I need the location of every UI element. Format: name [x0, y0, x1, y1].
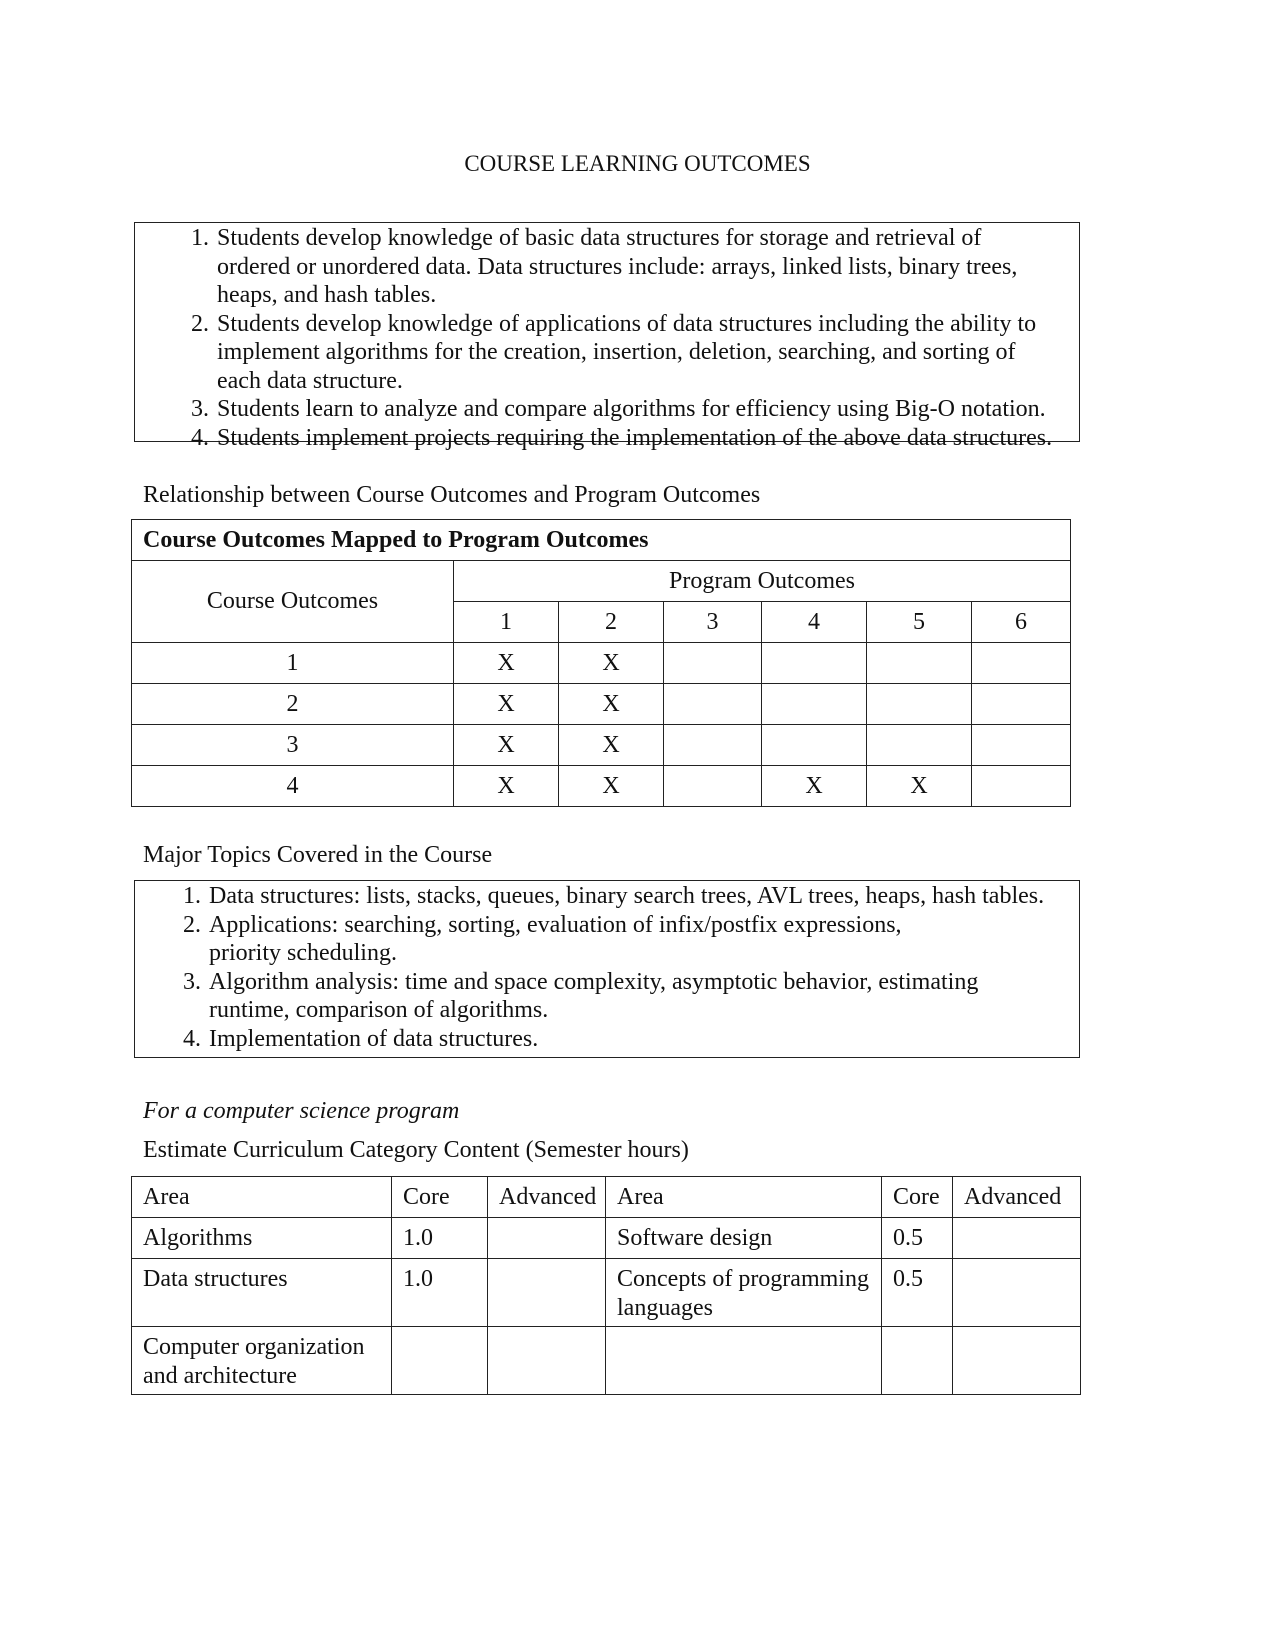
- list-number: 4.: [183, 1025, 201, 1052]
- mark-cell: X: [762, 766, 867, 807]
- column-header: Area: [132, 1177, 392, 1218]
- table-row: [132, 1177, 1081, 1218]
- outcomes-box: [134, 222, 1080, 451]
- program-column-header: 1: [454, 602, 559, 643]
- table-cell: Algorithms: [132, 1218, 392, 1259]
- table-cell: 1.0: [392, 1218, 488, 1259]
- program-column-header: 6: [972, 602, 1071, 643]
- list-item: [183, 882, 1059, 911]
- table-row: [132, 1218, 1081, 1259]
- list-number: 3.: [191, 396, 209, 422]
- program-column-header: 5: [867, 602, 972, 643]
- table-cell: Computer organization and architecture: [132, 1327, 392, 1395]
- outcome-cell: 2: [132, 684, 454, 725]
- list-number: 2.: [183, 911, 201, 938]
- mark-cell: [867, 643, 972, 684]
- list-number: 1.: [183, 883, 201, 909]
- list-number: 4.: [191, 424, 209, 451]
- mark-cell: [664, 725, 762, 766]
- column-header: Area: [606, 1177, 882, 1218]
- mark-cell: [762, 684, 867, 725]
- mark-cell: [664, 684, 762, 725]
- mark-cell: [762, 725, 867, 766]
- mark-cell: X: [559, 725, 664, 766]
- list-text: Students develop knowledge of basic data structures for storage and retrieval of ordered or unordered data. Data structures include: arrays, linked lists, binary trees, heaps, and hash tables.: [217, 225, 1018, 308]
- table-cell: [488, 1218, 606, 1259]
- cs-program-label: For a computer science program: [143, 1098, 460, 1124]
- table-cell: [953, 1327, 1081, 1395]
- list-item: [183, 1025, 1059, 1054]
- list-text: Algorithm analysis: time and space complexity, asymptotic behavior, estimating runtime, comparison of algorithms.: [209, 968, 979, 1023]
- mark-cell: [972, 643, 1071, 684]
- table-cell: [488, 1259, 606, 1327]
- table-cell: Software design: [606, 1218, 882, 1259]
- curriculum-label: Estimate Curriculum Category Content (Semester hours): [143, 1137, 689, 1163]
- list-item: [183, 968, 1059, 1025]
- column-header: Core: [392, 1177, 488, 1218]
- list-text: Students develop knowledge of applications of data structures including the ability to implement algorithms for the creation, insertion, deletion, searching, and sorting of each data structure.: [217, 310, 1037, 394]
- table-cell: 0.5: [882, 1218, 953, 1259]
- list-text: Data structures: lists, stacks, queues, binary search trees, AVL trees, heaps, hash tables.: [209, 883, 1045, 909]
- list-text: Students learn to analyze and compare algorithms for efficiency using Big-O notation.: [217, 396, 1046, 422]
- program-column-header: 4: [762, 602, 867, 643]
- relationship-label: Relationship between Course Outcomes and Program Outcomes: [143, 482, 761, 508]
- mark-cell: X: [454, 684, 559, 725]
- mark-cell: X: [867, 766, 972, 807]
- topics-label: Major Topics Covered in the Course: [143, 842, 493, 868]
- mark-cell: X: [454, 643, 559, 684]
- list-item: [191, 424, 1059, 453]
- outcome-cell: 4: [132, 766, 454, 807]
- mapping-heading: Course Outcomes Mapped to Program Outcomes: [132, 520, 1071, 561]
- table-cell: [882, 1327, 953, 1395]
- mark-cell: X: [559, 766, 664, 807]
- table-cell: Data structures: [132, 1259, 392, 1327]
- list-number: 2.: [191, 310, 209, 337]
- mark-cell: [664, 766, 762, 807]
- mark-cell: [972, 684, 1071, 725]
- column-header: Advanced: [488, 1177, 606, 1218]
- program-column-header: 3: [664, 602, 762, 643]
- list-text: Applications: searching, sorting, evaluation of infix/postfix expressions, priority scheduling.: [209, 911, 902, 966]
- outcome-cell: 1: [132, 643, 454, 684]
- table-row: [132, 1259, 1081, 1327]
- list-text: Implementation of data structures.: [209, 1025, 539, 1052]
- mark-cell: X: [454, 725, 559, 766]
- table-cell: [953, 1259, 1081, 1327]
- list-item: [183, 911, 1059, 968]
- program-column-header: 2: [559, 602, 664, 643]
- list-number: 3.: [183, 968, 201, 995]
- mark-cell: [972, 766, 1071, 807]
- table-row: [132, 684, 1071, 725]
- list-item: [191, 224, 1059, 310]
- mark-cell: [972, 725, 1071, 766]
- outcome-mapping-table: [131, 519, 1071, 807]
- topics-box: [134, 880, 1080, 1058]
- list-item: [191, 395, 1059, 424]
- mark-cell: X: [559, 643, 664, 684]
- table-row: [132, 1327, 1081, 1395]
- outcomes-list: [191, 224, 1059, 452]
- table-cell: [488, 1327, 606, 1395]
- mark-cell: [664, 643, 762, 684]
- table-cell: Concepts of programming languages: [606, 1259, 882, 1327]
- column-header: Advanced: [953, 1177, 1081, 1218]
- table-cell: [606, 1327, 882, 1395]
- table-row: [132, 643, 1071, 684]
- table-cell: [953, 1218, 1081, 1259]
- table-row: [132, 766, 1071, 807]
- program-outcomes-header: Program Outcomes: [454, 561, 1071, 602]
- curriculum-table: [131, 1176, 1081, 1395]
- mark-cell: [867, 725, 972, 766]
- list-number: 1.: [191, 225, 209, 251]
- mark-cell: X: [559, 684, 664, 725]
- table-row: [132, 725, 1071, 766]
- topics-list: [183, 882, 1059, 1053]
- list-text: Students implement projects requiring the implementation of the above data structures.: [217, 424, 1053, 451]
- column-header: Core: [882, 1177, 953, 1218]
- page-title: COURSE LEARNING OUTCOMES: [464, 151, 811, 176]
- table-cell: 0.5: [882, 1259, 953, 1327]
- course-outcomes-header: Course Outcomes: [132, 561, 454, 643]
- mark-cell: X: [454, 766, 559, 807]
- outcome-cell: 3: [132, 725, 454, 766]
- table-cell: 1.0: [392, 1259, 488, 1327]
- mark-cell: [762, 643, 867, 684]
- table-cell: [392, 1327, 488, 1395]
- list-item: [191, 310, 1059, 396]
- mark-cell: [867, 684, 972, 725]
